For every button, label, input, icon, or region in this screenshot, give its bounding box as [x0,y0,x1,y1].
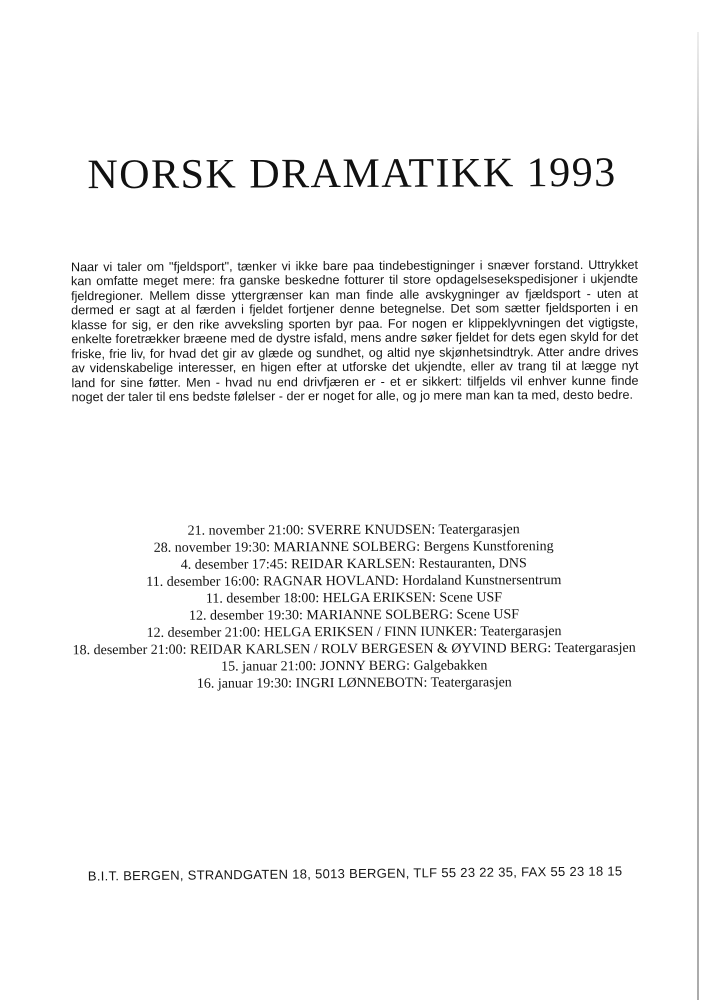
schedule-entry: 11. desember 18:00: HELGA ERIKSEN: Scene USF [205,590,503,607]
schedule-entry: 12. desember 21:00: HELGA ERIKSEN / FINN IUNKER: Teatergarasjen [146,624,562,641]
event-schedule [30,521,678,694]
document-title: NORSK DRAMATIKK 1993 [87,149,617,199]
schedule-entry: 16. januar 19:30: INGRI LØNNEBOTN: Teatergarasjen [196,675,512,692]
schedule-entry: 4. desember 17:45: REIDAR KARLSEN: Restauranten, DNS [180,556,527,573]
intro-paragraph: Naar vi taler om "fjeldsport", tænker vi ikke bare paa tindebestigninger i snæver forstand. Uttrykket kan omfatte meget mere: fra ganske beskedne fotturer til store opdagelsesekspedisjoner i ukjendte fjeldregioner. Mellem disse yttergrænser kan man finde alle avskygninger av fjældsport - uten at dermed er sagt at al færden i fjeldet fortjener denne betegnelse. Det som sætter fjeldsporten i en klasse for sig, er den rike avveksling sporten byr paa. For nogen er klippeklyvningen det vigtigste, enkelte foretrækker bræene med de dystre isfald, mens andre søker fjeldet for dets egen skyld for det friske, frie liv, for hvad det gir av glæde og sundhet, og altid nye skjønhetsindtryk. Atter andre drives av videnskabelige interesser, en higen efter at utforske det ukjendte, eller av trang til at lægge nyt land for sine føtter. Men - hvad nu end drivfjæren er - et er sikkert: tilfjelds vil enhver kunne finde noget der taler til ens bedste følelser - der er noget for alle, og jo mere man kan ta med, desto bedre. [70,257,639,405]
schedule-entry: 21. november 21:00: SVERRE KNUDSEN: Teatergarasjen [187,522,520,539]
schedule-entry: 12. desember 19:30: MARIANNE SOLBERG: Scene USF [188,607,520,624]
footer-contact-line: B.I.T. BERGEN, STRANDGATEN 18, 5013 BERGEN, TLF 55 23 22 35, FAX 55 23 18 15 [87,863,623,884]
schedule-entry: 28. november 19:30: MARIANNE SOLBERG: Bergens Kunstforening [153,539,554,556]
scan-artifact-line [697,32,699,1000]
schedule-entry: 18. desember 21:00: REIDAR KARLSEN / ROLV BERGESEN & ØYVIND BERG: Teatergarasjen [72,640,636,659]
schedule-entry: 11. desember 16:00: RAGNAR HOVLAND: Hordaland Kunstnersentrum [146,573,562,590]
schedule-entry: 15. januar 21:00: JONNY BERG: Galgebakken [221,658,488,675]
